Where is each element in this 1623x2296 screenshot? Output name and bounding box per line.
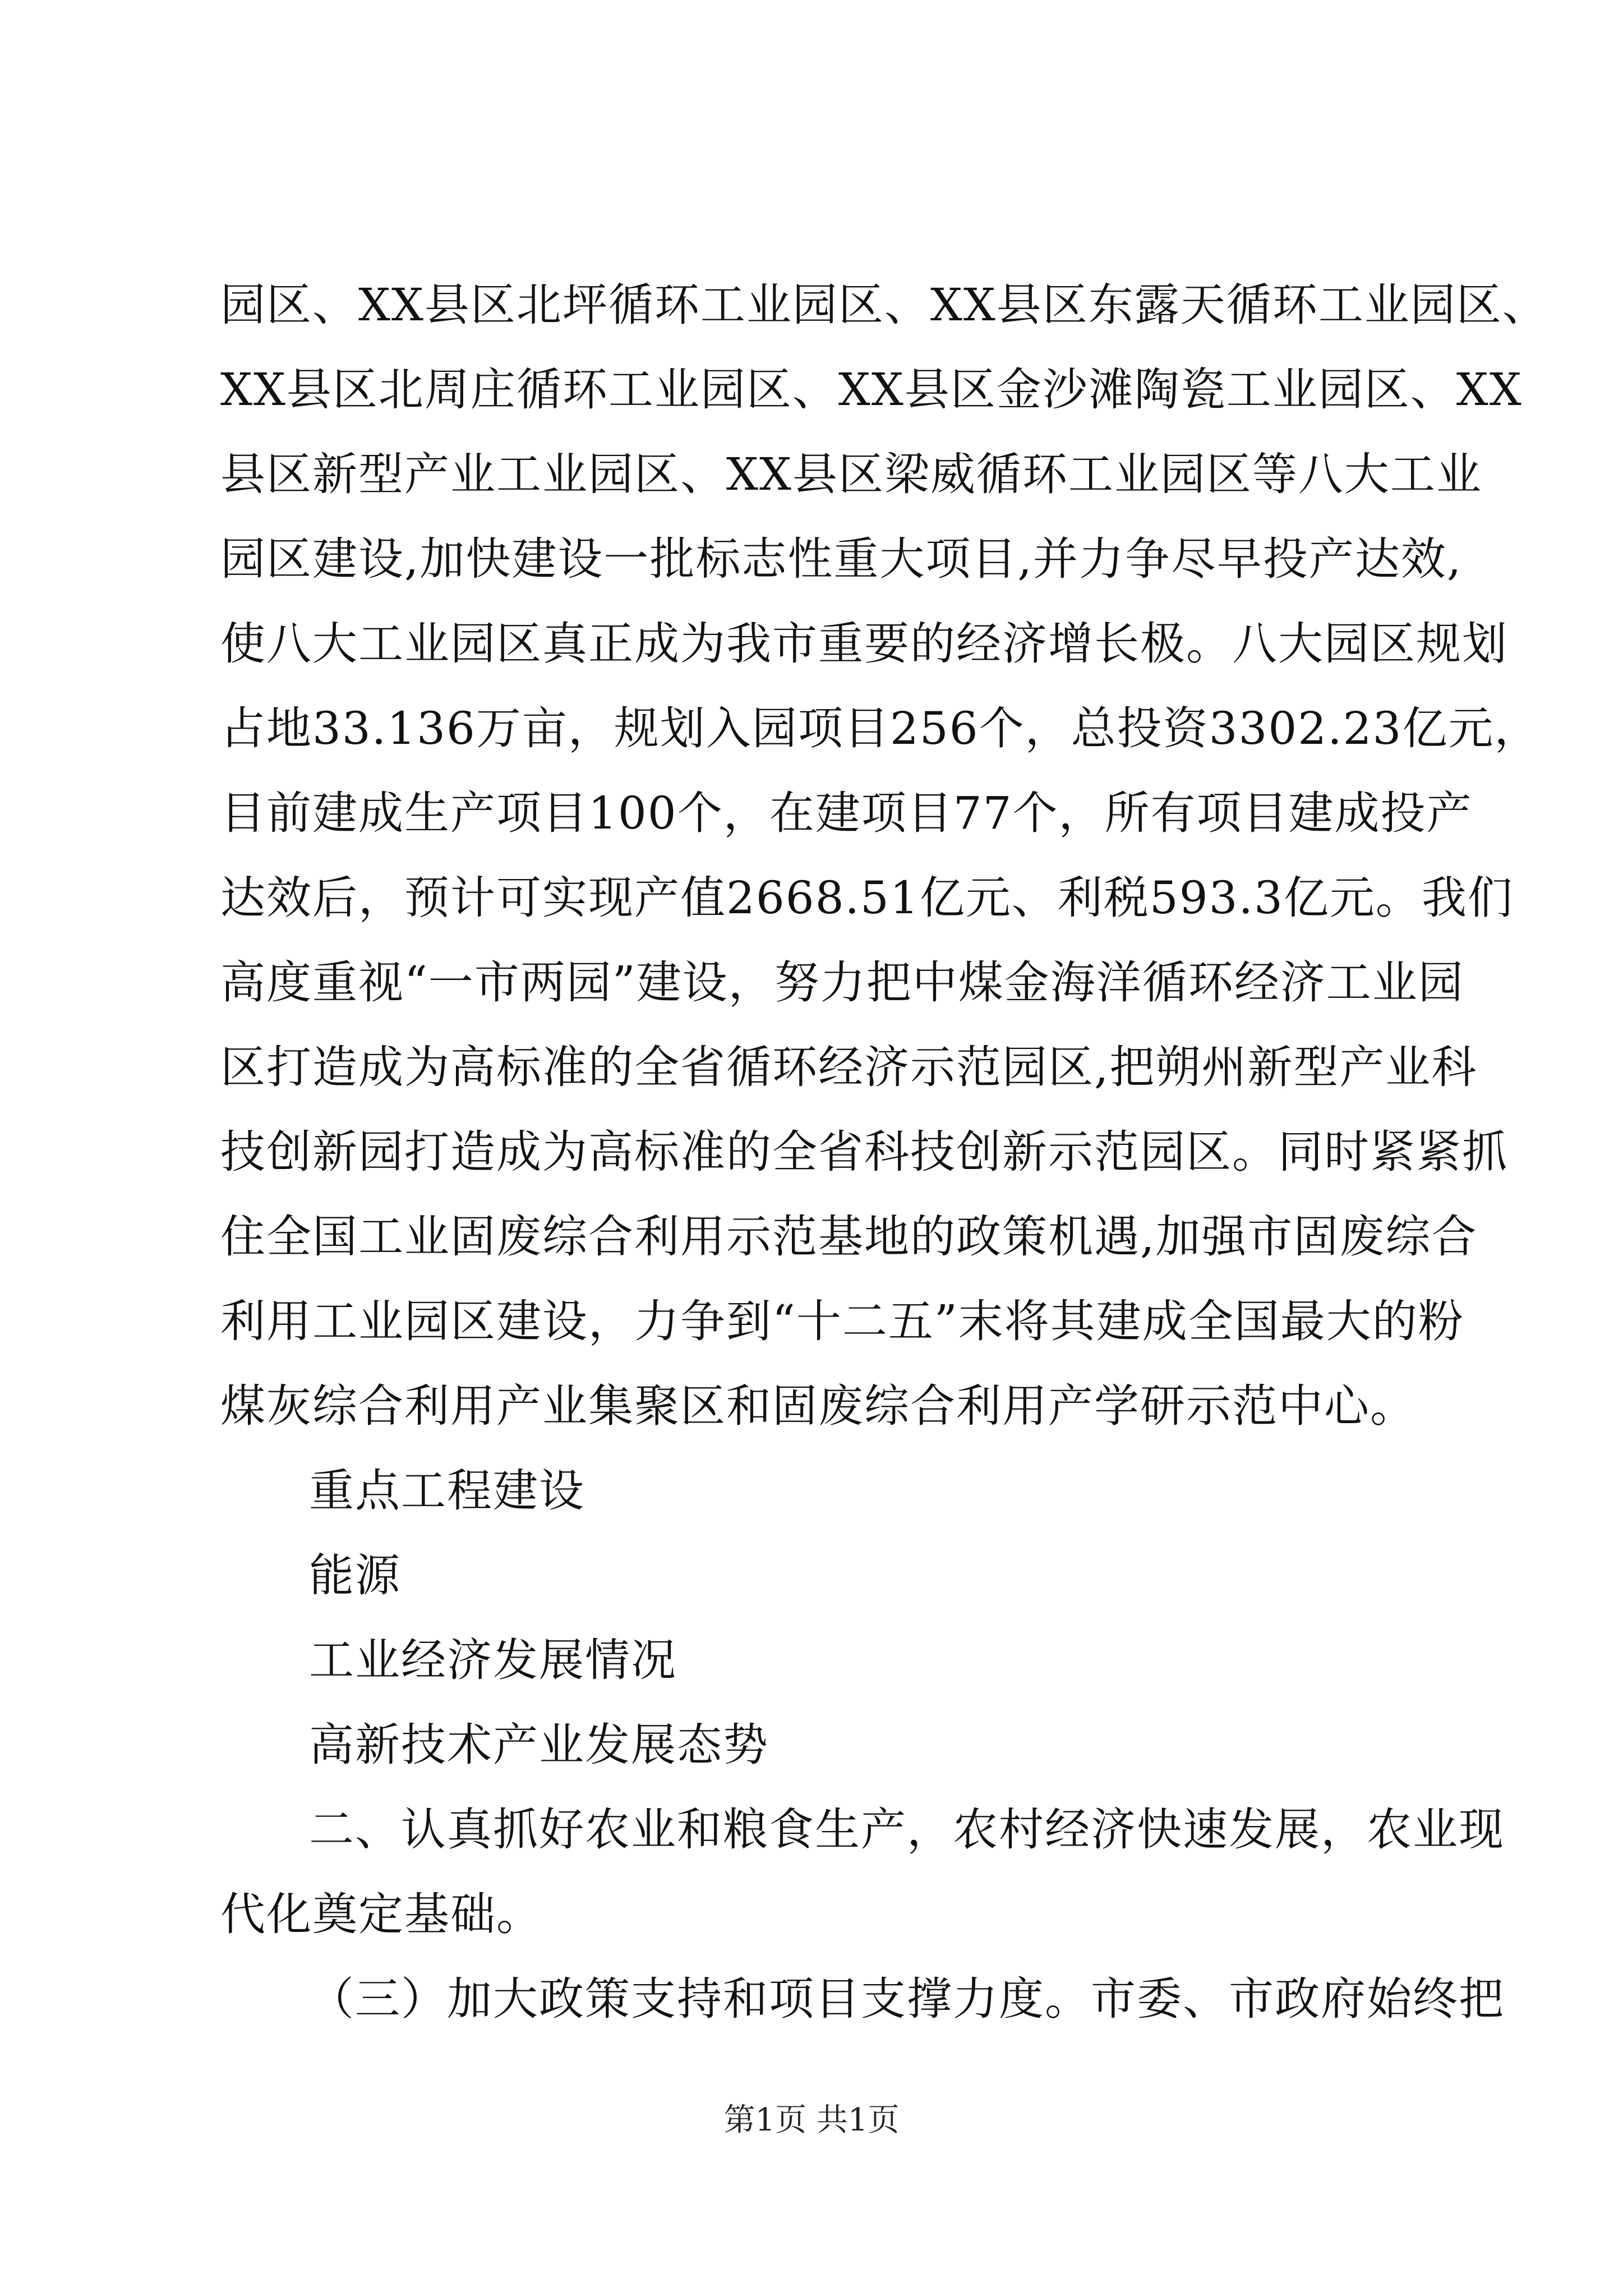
paragraph-line: 利用工业园区建设，力争到“十二五”末将其建成全国最大的粉 — [220, 1295, 1464, 1347]
section-heading: 高新技术产业发展态势 — [309, 1719, 769, 1771]
paragraph-line: 代化奠定基础。 — [220, 1888, 542, 1940]
paragraph-line: 达效后，预计可实现产值2668.51亿元、利税593.3亿元。我们 — [220, 872, 1514, 924]
paragraph-line: 园区建设,加快建设一批标志性重大项目,并力争尽早投产达效, — [220, 533, 1463, 585]
paragraph-line: 区打造成为高标准的全省循环经济示范园区,把朔州新型产业科 — [220, 1041, 1478, 1093]
paragraph-line: 煤灰综合利用产业集聚区和固废综合利用产学研示范中心。 — [220, 1380, 1416, 1432]
paragraph-line: 技创新园打造成为高标准的全省科技创新示范园区。同时紧紧抓 — [220, 1126, 1508, 1178]
paragraph-line: 占地33.136万亩，规划入园项目256个，总投资3302.23亿元， — [220, 702, 1541, 754]
paragraph-line: 高度重视“一市两园”建设，努力把中煤金海洋循环经济工业园 — [220, 956, 1464, 1009]
paragraph-line: 目前建成生产项目100个，在建项目77个，所有项目建成投产 — [220, 787, 1473, 839]
paragraph-line: 园区、XX县区北坪循环工业园区、XX县区东露天循环工业园区、 — [220, 279, 1548, 331]
section-heading: 工业经济发展情况 — [309, 1634, 677, 1686]
page-number-footer: 第1页 共1页 — [723, 2102, 900, 2138]
section-heading: 能源 — [309, 1549, 401, 1602]
paragraph-line: 使八大工业园区真正成为我市重要的经济增长极。八大园区规划 — [220, 618, 1508, 670]
paragraph-line: 住全国工业固废综合利用示范基地的政策机遇,加强市固废综合 — [220, 1211, 1478, 1263]
section-heading: 重点工程建设 — [309, 1465, 585, 1517]
paragraph-line: （三）加大政策支持和项目支撑力度。市委、市政府始终把 — [309, 1973, 1505, 2025]
paragraph-line: 二、认真抓好农业和粮食生产，农村经济快速发展，农业现 — [309, 1803, 1505, 1856]
paragraph-line: XX县区北周庄循环工业园区、XX县区金沙滩陶瓷工业园区、XX — [220, 364, 1523, 416]
paragraph-line: 县区新型产业工业园区、XX县区梁威循环工业园区等八大工业 — [220, 448, 1482, 500]
document-body — [220, 263, 1548, 2041]
